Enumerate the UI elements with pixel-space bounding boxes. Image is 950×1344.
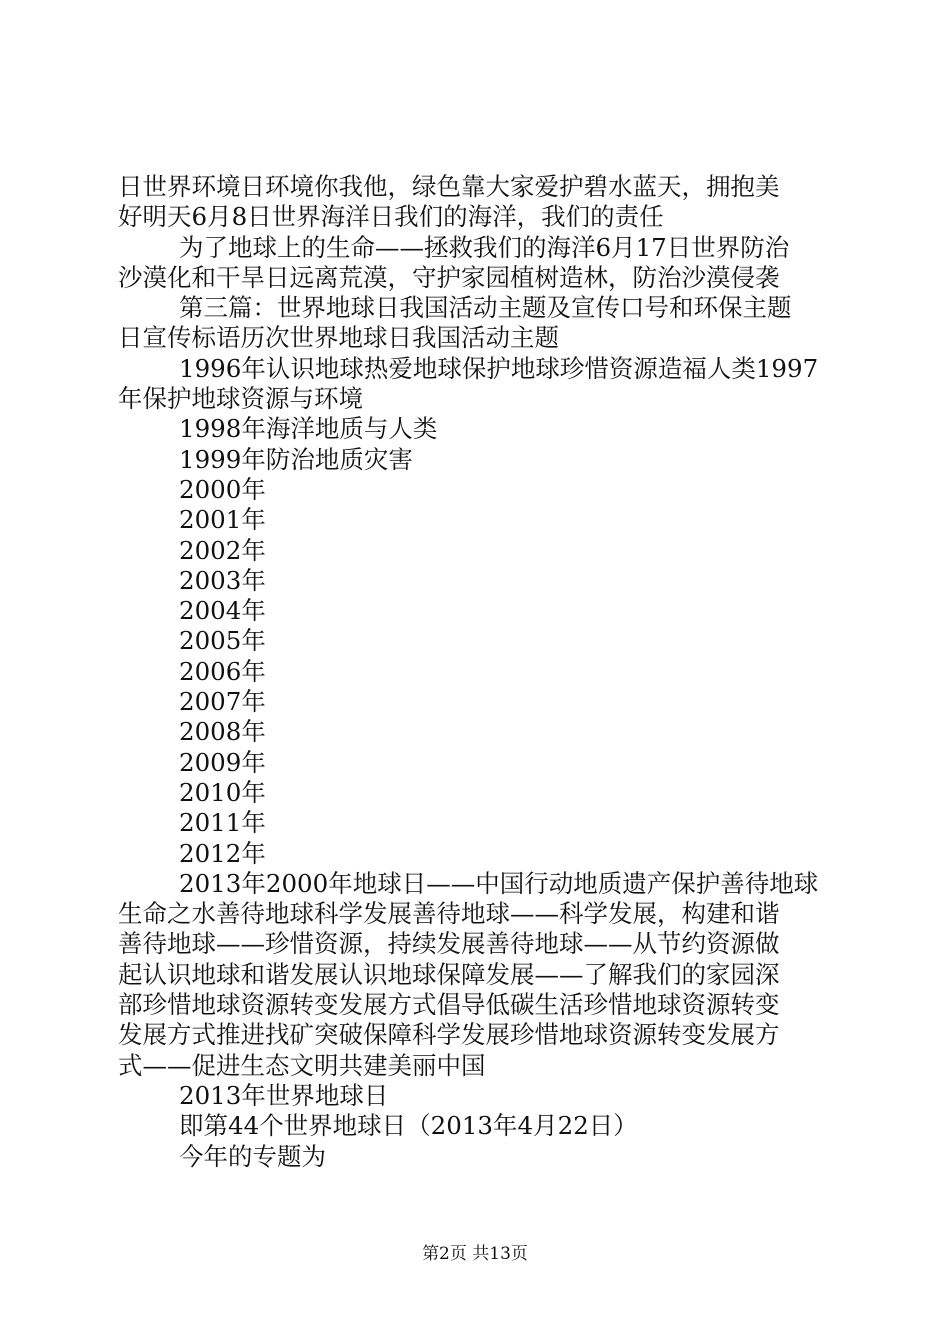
paragraph bbox=[118, 566, 830, 596]
paragraph bbox=[118, 293, 830, 354]
text-line: 年保护地球资源与环境 bbox=[118, 384, 363, 414]
text-line: 2013年世界地球日 bbox=[179, 1080, 389, 1110]
paragraph bbox=[118, 1142, 830, 1172]
paragraph bbox=[118, 596, 830, 626]
paragraph bbox=[118, 808, 830, 838]
paragraph bbox=[118, 1111, 830, 1141]
text-line: 2006年 bbox=[179, 656, 266, 686]
paragraph bbox=[118, 233, 830, 294]
paragraph bbox=[118, 414, 830, 444]
paragraph bbox=[118, 717, 830, 747]
text-line: 发展方式推进找矿突破保障科学发展珍惜地球资源转变发展方 bbox=[118, 1020, 780, 1050]
text-line: 为了地球上的生命——拯救我们的海洋6月17日世界防治 bbox=[179, 232, 790, 262]
text-line: 2007年 bbox=[179, 687, 266, 717]
text-line: 2004年 bbox=[179, 596, 266, 626]
paragraph bbox=[118, 354, 830, 415]
text-line: 1996年认识地球热爱地球保护地球珍惜资源造福人类1997 bbox=[179, 353, 819, 383]
text-line: 2010年 bbox=[179, 777, 266, 807]
paragraph bbox=[118, 172, 830, 233]
text-line: 沙漠化和干旱日远离荒漠，守护家园植树造林，防治沙漠侵袭 bbox=[118, 262, 780, 292]
paragraph bbox=[118, 626, 830, 656]
paragraph bbox=[118, 1081, 830, 1111]
text-line: 日宣传标语历次世界地球日我国活动主题 bbox=[118, 323, 559, 353]
text-line: 2003年 bbox=[179, 565, 266, 595]
paragraph bbox=[118, 748, 830, 778]
text-line: 日世界环境日环境你我他，绿色靠大家爱护碧水蓝天，拥抱美 bbox=[118, 172, 780, 201]
text-line: 起认识地球和谐发展认识地球保障发展——了解我们的家园深 bbox=[118, 959, 780, 989]
text-line: 善待地球——珍惜资源，持续发展善待地球——从节约资源做 bbox=[118, 929, 780, 959]
paragraph bbox=[118, 687, 830, 717]
text-line: 2011年 bbox=[179, 808, 266, 838]
text-line: 今年的专题为 bbox=[179, 1141, 326, 1171]
paragraph bbox=[118, 657, 830, 687]
text-line: 式——促进生态文明共建美丽中国 bbox=[118, 1050, 486, 1080]
paragraph bbox=[118, 778, 830, 808]
text-line: 第三篇：世界地球日我国活动主题及宣传口号和环保主题 bbox=[179, 293, 792, 323]
text-line: 2001年 bbox=[179, 505, 266, 535]
text-line: 2002年 bbox=[179, 535, 266, 565]
text-line: 2005年 bbox=[179, 626, 266, 656]
paragraph bbox=[118, 839, 830, 869]
paragraph bbox=[118, 536, 830, 566]
text-line: 2008年 bbox=[179, 717, 266, 747]
text-line: 即第44个世界地球日（2013年4月22日） bbox=[179, 1111, 638, 1141]
paragraph bbox=[118, 445, 830, 475]
text-line: 部珍惜地球资源转变发展方式倡导低碳生活珍惜地球资源转变 bbox=[118, 990, 780, 1020]
text-line: 1998年海洋地质与人类 bbox=[179, 414, 438, 444]
text-line: 2012年 bbox=[179, 838, 266, 868]
text-line: 生命之水善待地球科学发展善待地球——科学发展，构建和谐 bbox=[118, 899, 780, 929]
paragraph bbox=[118, 869, 830, 1081]
paragraph bbox=[118, 505, 830, 535]
text-line: 好明天6月8日世界海洋日我们的海洋，我们的责任 bbox=[118, 202, 664, 232]
page-footer: 第2页 共13页 bbox=[422, 1244, 528, 1264]
text-line: 1999年防治地质灾害 bbox=[179, 444, 413, 474]
text-line: 2013年2000年地球日——中国行动地质遗产保护善待地球 bbox=[179, 868, 819, 898]
text-line: 2000年 bbox=[179, 474, 266, 504]
paragraph bbox=[118, 475, 830, 505]
text-line: 2009年 bbox=[179, 747, 266, 777]
document-body bbox=[118, 172, 830, 1172]
